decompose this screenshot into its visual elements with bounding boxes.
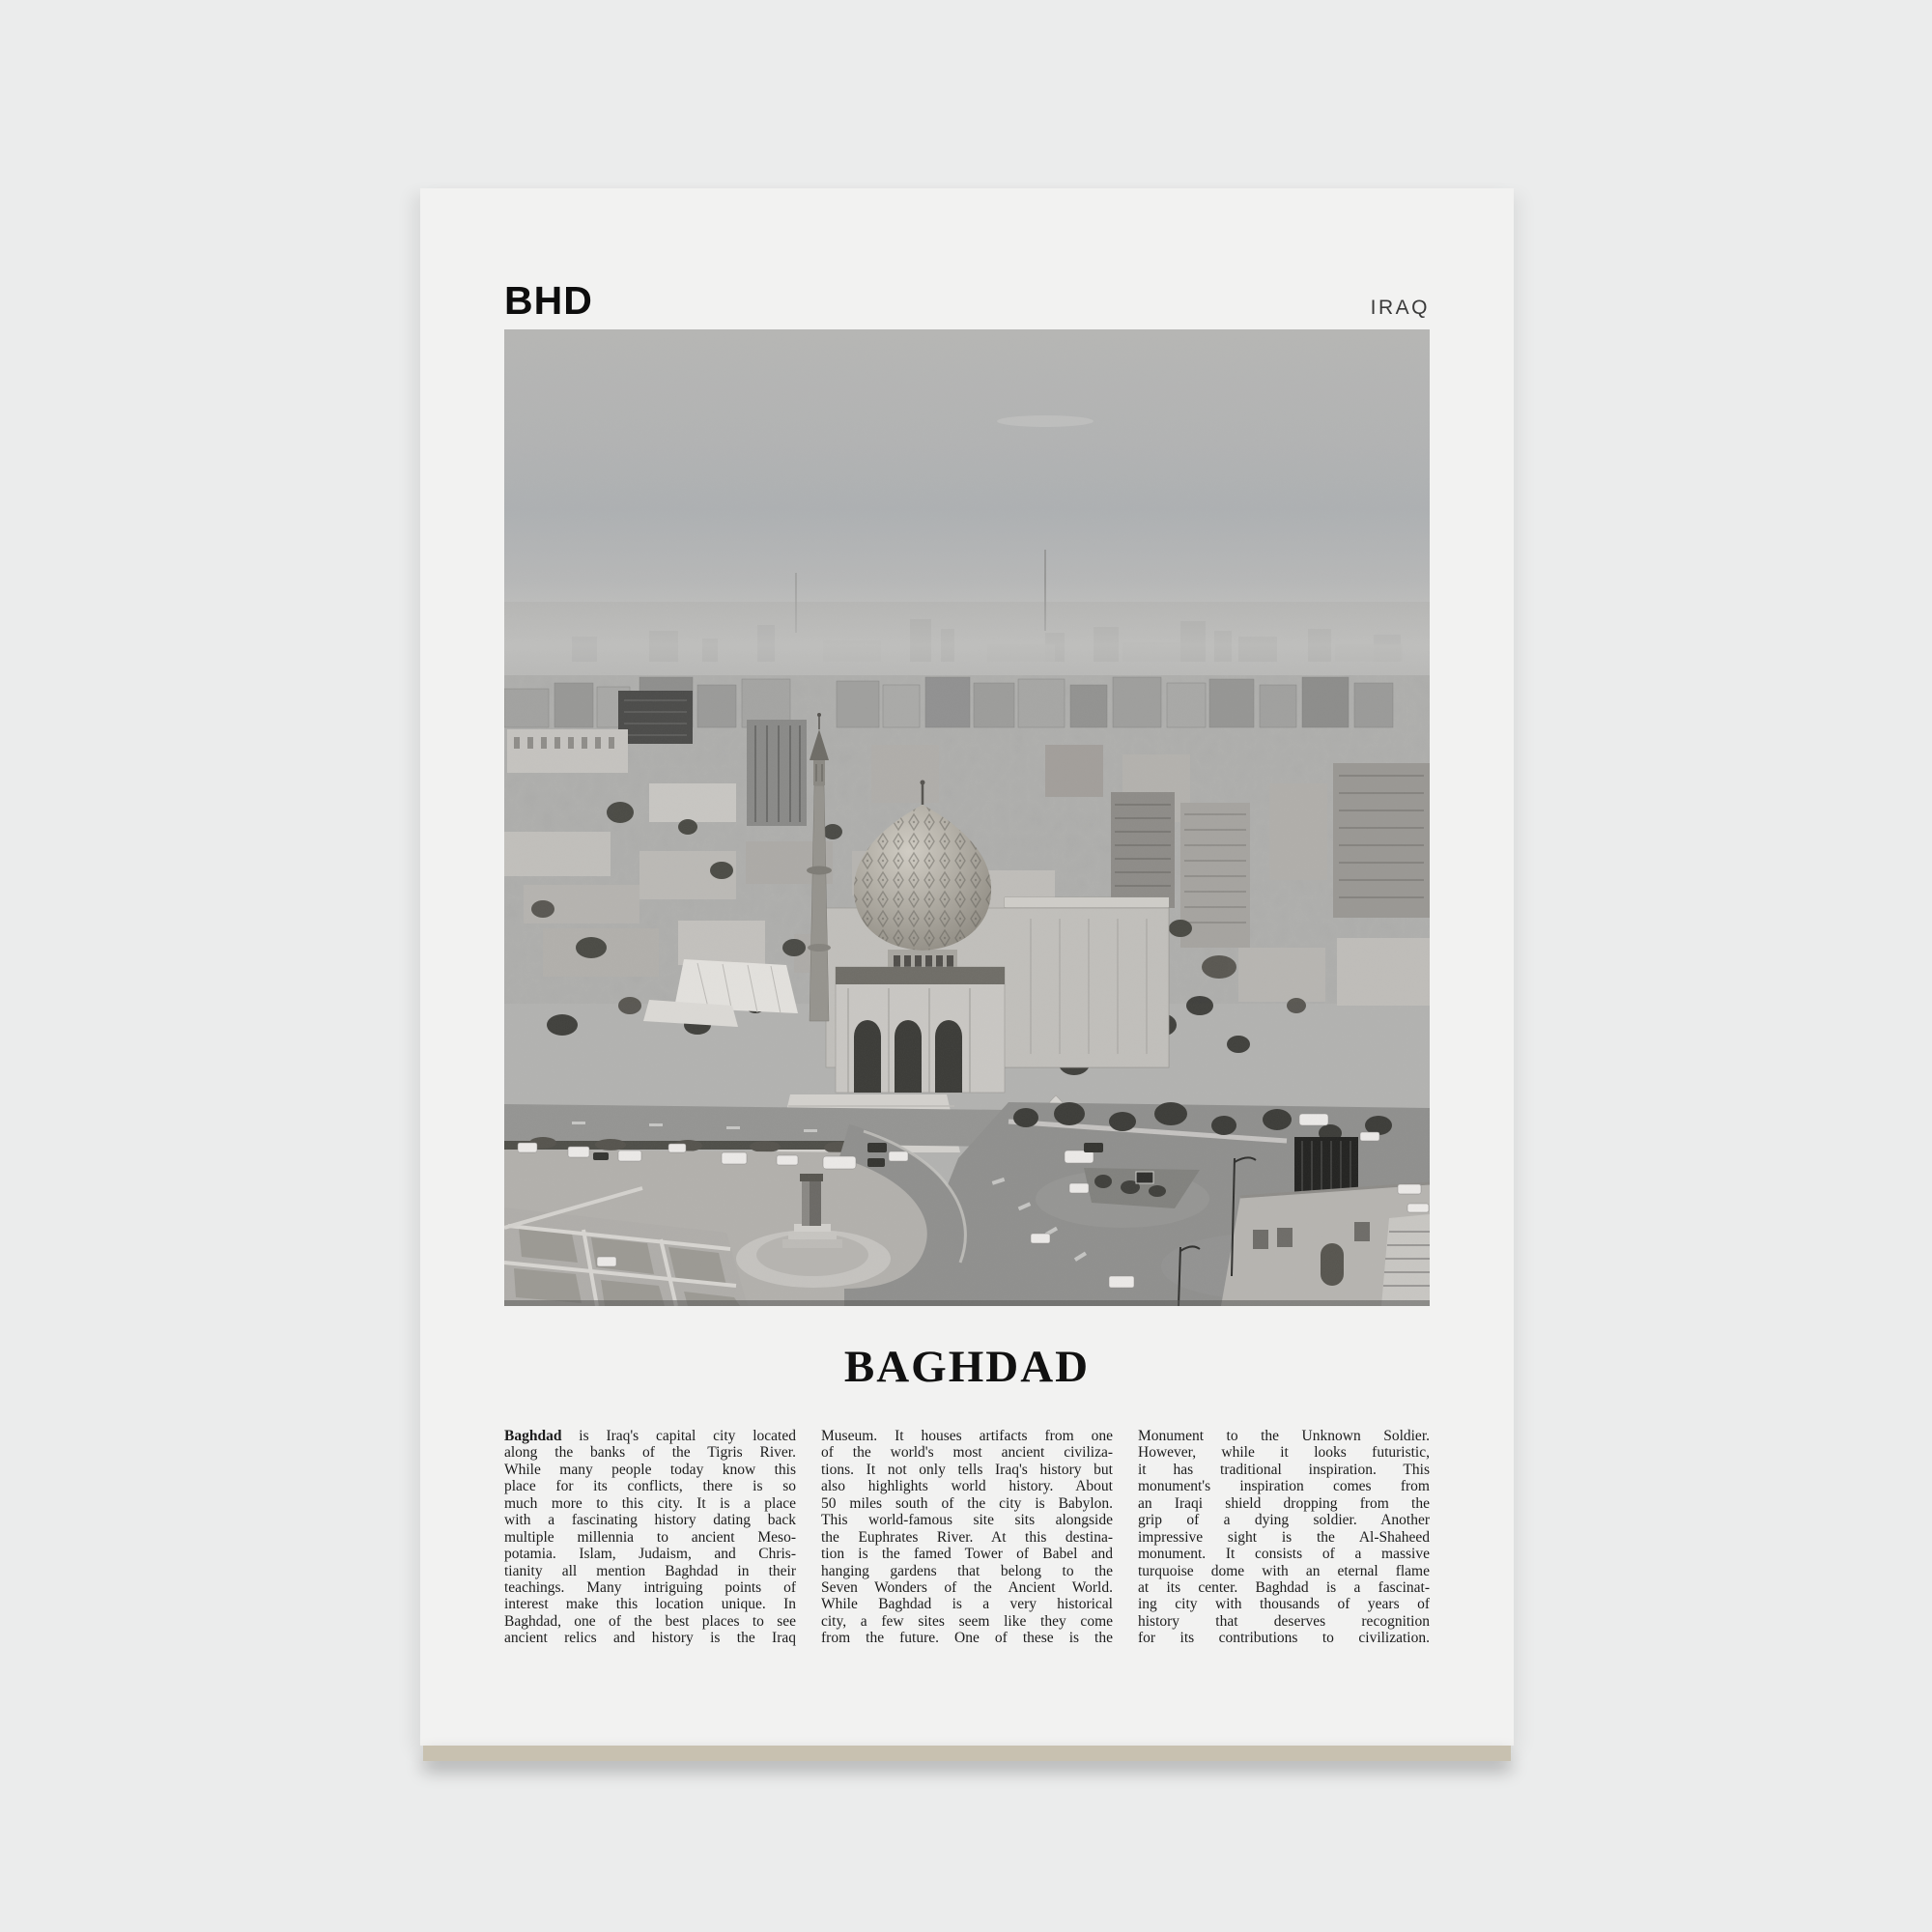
article-line: of the world's most ancient civiliza- [821, 1444, 1113, 1462]
country-label: IRAQ [1370, 297, 1430, 319]
article-line: at its center. Baghdad is a fascinat- [1138, 1578, 1430, 1596]
article-line: teachings. Many intriguing points of [504, 1578, 796, 1596]
article-line: Museum. It houses artifacts from one [821, 1428, 1113, 1444]
article-line: While Baghdad is a very historical [821, 1596, 1113, 1613]
article-line: much more to this city. It is a place [504, 1494, 796, 1512]
article-line: city, a few sites seem like they come [821, 1612, 1113, 1630]
article-line: 50 miles south of the city is Babylon. [821, 1494, 1113, 1512]
article-line: ancient relics and history is the Iraq [504, 1630, 796, 1647]
poster-bottom-edge [423, 1746, 1511, 1761]
article-line: This world-famous site sits alongside [821, 1512, 1113, 1529]
article-line: tion is the famed Tower of Babel and [821, 1546, 1113, 1563]
article-line: from the future. One of these is the [821, 1630, 1113, 1647]
article-line: grip of a dying soldier. Another [1138, 1512, 1430, 1529]
article-line: along the banks of the Tigris River. [504, 1444, 796, 1462]
travel-poster [420, 188, 1514, 1746]
article-line: monument's inspiration comes from [1138, 1478, 1430, 1495]
article-line: an Iraqi shield dropping from the [1138, 1494, 1430, 1512]
article-line: turquoise dome with an eternal flame [1138, 1562, 1430, 1579]
article-line: place for its conflicts, there is so [504, 1478, 796, 1495]
article-column-3 [1138, 1428, 1430, 1647]
article-line: tianity all mention Baghdad in their [504, 1562, 796, 1579]
article-line: interest make this location unique. In [504, 1596, 796, 1613]
article-line: history that deserves recognition [1138, 1612, 1430, 1630]
article-line: While many people today know this [504, 1461, 796, 1478]
article-line: Baghdad is Iraq's capital city located [504, 1428, 796, 1444]
article-line: monument. It consists of a massive [1138, 1546, 1430, 1563]
photo-grain-overlay [504, 329, 1430, 1306]
article-line: potamia. Islam, Judaism, and Chris- [504, 1546, 796, 1563]
article-line: impressive sight is the Al-Shaheed [1138, 1528, 1430, 1546]
article-line: However, while it looks futuristic, [1138, 1444, 1430, 1462]
article-line: hanging gardens that belong to the [821, 1562, 1113, 1579]
article-line: the Euphrates River. At this destina- [821, 1528, 1113, 1546]
article-line: tions. It not only tells Iraq's history but [821, 1461, 1113, 1478]
article-column-2 [821, 1428, 1113, 1647]
article-column-1 [504, 1428, 796, 1647]
article-line: for its contributions to civilization. [1138, 1630, 1430, 1647]
baghdad-photo-illustration [504, 329, 1430, 1306]
brand-text: BHD [504, 278, 593, 323]
article-line: also highlights world history. About [821, 1478, 1113, 1495]
article-line: with a fascinating history dating back [504, 1512, 796, 1529]
page-title: BAGHDAD [843, 1342, 1091, 1392]
article-line: multiple millennia to ancient Meso- [504, 1528, 796, 1546]
article-line: ing city with thousands of years of [1138, 1596, 1430, 1613]
article-text [504, 1428, 1430, 1647]
article-line: Monument to the Unknown Soldier. [1138, 1428, 1430, 1444]
article-line: Baghdad, one of the best places to see [504, 1612, 796, 1630]
article-line: it has traditional inspiration. This [1138, 1461, 1430, 1478]
baghdad-photo [504, 329, 1430, 1306]
article-line: Seven Wonders of the Ancient World. [821, 1578, 1113, 1596]
poster-header [504, 188, 1430, 329]
